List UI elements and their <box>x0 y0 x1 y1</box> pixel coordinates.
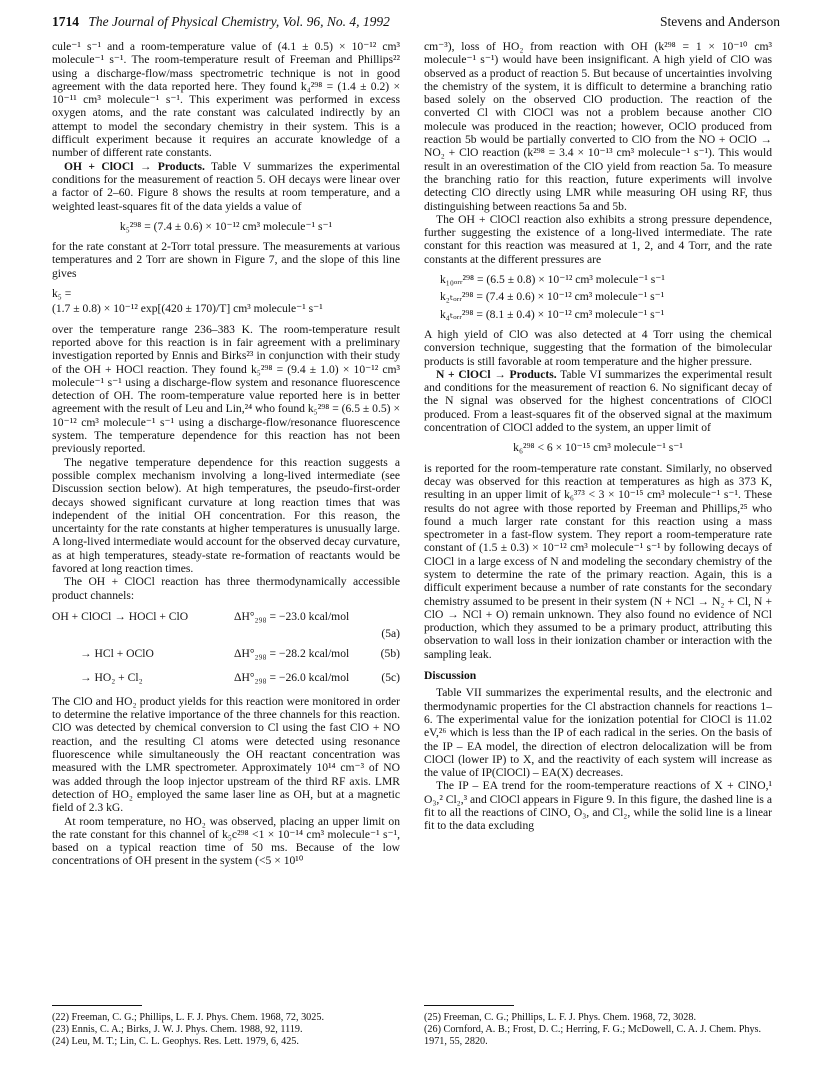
paragraph: At room temperature, no HO₂ was observed, placing an upper limit on the rate constant for this channel of k₅c²⁹⁸ <1 × 10⁻¹⁴ cm³ molecule⁻¹ s⁻¹, based on a typical reaction time of 50 ms. Because of the low concentrations of OH present in the system (<5 × 10¹⁰ <box>52 814 400 868</box>
journal-citation: The Journal of Physical Chemistry, Vol. 96, No. 4, 1992 <box>88 14 390 29</box>
equation: (1.7 ± 0.8) × 10⁻¹² exp[(420 ± 170)/T] cm³ molecule⁻¹ s⁻¹ <box>52 302 323 316</box>
paragraph: cule⁻¹ s⁻¹ and a room-temperature value of (4.1 ± 0.5) × 10⁻¹² cm³ molecule⁻¹ s⁻¹. The room-temperature result of Freeman and Phillips²² using a discharge-flow/mass spectrometric technique is not in good agreement with the data reported here. They found k₄²⁹⁸ = (1.4 ± 0.2) × 10⁻¹¹ cm³ molecule⁻¹ s⁻¹. This experiment was performed in excess oxygen atoms, and the rate constant was calculated indirectly by an attempt to model the secondary chemistry in their system. This is a difficult experiment because it requires an accurate knowledge of a number of different rate constants. <box>52 40 400 160</box>
page-number: 1714 <box>52 14 79 29</box>
footnote: (26) Cornford, A. B.; Frost, D. C.; Herring, F. G.; McDowell, C. A. J. Chem. Phys. 1971, 55, 2820. <box>424 1024 762 1047</box>
paragraph-text: Table V summarizes the experimental conditions for the measurement of reaction 5. OH decays were linear over a factor of 2–60. Figure 8 shows the results at room temperature, and a weighted least-squares fit of the data yields a value of <box>52 159 400 213</box>
reaction-equation: → HCl + OClO <box>80 646 154 660</box>
footnote: (22) Freeman, C. G.; Phillips, L. F. J. Phys. Chem. 1968, 72, 3025. <box>52 1012 324 1023</box>
reaction-number: (5a) <box>381 626 400 640</box>
paragraph: Table VII summarizes the experimental results, and the electronic and thermodynamic properties for the Cl abstraction channels for reactions 1–6. The experimental value for the ionization potential for ClOCl is 11.02 eV,²⁶ which is less than the IP of each radical in the series. On the basis of the IP – EA model, the direction of electron delocalization will be from ClOCl (lower IP) to X, and the reactivity of each system will increase as the value of IP(ClOCl) – EA(X) decreases. <box>424 686 772 780</box>
equation: k₅ = <box>52 287 72 301</box>
right-column <box>424 40 772 833</box>
equation: k₅²⁹⁸ = (7.4 ± 0.6) × 10⁻¹² cm³ molecule⁻¹ s⁻¹ <box>119 219 333 233</box>
equation: k₁₀ₒᵣᵣ²⁹⁸ = (6.5 ± 0.8) × 10⁻¹² cm³ molecule⁻¹ s⁻¹ <box>440 273 665 287</box>
running-authors: Stevens and Anderson <box>660 14 780 29</box>
header-left <box>52 14 390 30</box>
paragraph: cm⁻³), loss of HO₂ from reaction with OH (k²⁹⁸ = 1 × 10⁻¹⁰ cm³ molecule⁻¹ s⁻¹) would have been insignificant. A high yield of ClO was observed as a product of reaction 5. But because of uncertainties involving the chemistry of the system, it is difficult to determine a branching ratio based solely on the observed ClO production. The reaction of the converted Cl with ClOCl was not a problem because another ClO molecule was produced in the reaction; however, OClO produced from reaction 5b would be partially converted to ClO from the NO + OClO → NO₂ + ClO reaction (k²⁹⁸ = 3.4 × 10⁻¹³ cm³ molecule⁻¹ s⁻¹). This would result in an overestimation of the ClO yield from reaction 5a. To measure the branching ratio for this reaction, future experiments will involve detecting ClO directly using LMR while measuring OH using RF, thus distinguishing between reactions 5a and 5b. <box>424 40 772 213</box>
section-heading: Discussion <box>424 669 477 683</box>
footnotes-left <box>52 1012 400 1048</box>
reaction-equation: → HO₂ + Cl₂ <box>80 670 143 684</box>
paragraph <box>424 368 772 434</box>
paragraph: The OH + ClOCl reaction also exhibits a strong pressure dependence, further suggesting the existence of a long-lived intermediate. The rate constant for this reaction was measured at 1, 2, and 4 Torr, and the rate constants at the different pressures are <box>424 212 772 266</box>
left-column <box>52 40 400 868</box>
footnote: (23) Ennis, C. A.; Birks, J. W. J. Phys. Chem. 1988, 92, 1119. <box>52 1024 303 1035</box>
page-header <box>52 14 780 32</box>
paragraph: The negative temperature dependence for this reaction suggests a possible complex mechanism involving a long-lived intermediate (see Discussion section below). At high temperatures, the pseudo-first-order decays showed significant curvature at long reaction times that was independent of the initial OH concentration. For this reason, the uncertainty for the rate constants at higher temperatures is unusually large. A long-lived intermediate would account for the observed decay curvature, as at high temperatures, steady-state re-formation of reactants would be favored at long reaction times. <box>52 455 400 575</box>
footnote: (24) Leu, M. T.; Lin, C. L. Geophys. Res. Lett. 1979, 6, 425. <box>52 1036 299 1047</box>
paragraph: A high yield of ClO was also detected at 4 Torr using the chemical conversion technique, suggesting that the formation of the bimolecular products is still favorable at room temperature and the higher pressure. <box>424 327 772 368</box>
reaction-channel <box>52 610 400 624</box>
reaction-number: (5c) <box>381 670 400 684</box>
equation: k₂ₜₒᵣᵣ²⁹⁸ = (7.4 ± 0.6) × 10⁻¹² cm³ molecule⁻¹ s⁻¹ <box>440 290 665 304</box>
paragraph: is reported for the room-temperature rate constant. Similarly, no observed decay was observed for this reaction at temperatures as high as 373 K, resulting in an upper limit of k₆³⁷³ < 3 × 10⁻¹⁵ cm³ molecule⁻¹ s⁻¹. These results do not agree with those reported by Freeman and Phillips,²⁵ who found a much larger rate constant for this reaction using a mass spectrometer in a fast-flow system. They report a room-temperature rate constant of (1.5 ± 0.3) × 10⁻¹² cm³ molecule⁻¹ s⁻¹ by following decays of ClOCl in a large excess of N and modeling the secondary chemistry of the system to determine the rate of the primary reaction. Again, this is a difficult experiment because a number of rate constants for the secondary chemistry assumed to be present in their system (N + NCl → N₂ + Cl, N + ClO → NCl + O) remain unknown. They also found no evidence of NCl production, which they assumed to be a primary product, attributing this observation to wall loss in their ionization chamber or interaction with the sampling leak. <box>424 461 772 661</box>
paragraph: The OH + ClOCl reaction has three thermodynamically accessible product channels: <box>52 575 400 602</box>
equation: k₆²⁹⁸ < 6 × 10⁻¹⁵ cm³ molecule⁻¹ s⁻¹ <box>513 441 683 455</box>
section-subheading: N + ClOCl → Products. <box>436 367 557 381</box>
equation: k₄ₜₒᵣᵣ²⁹⁸ = (8.1 ± 0.4) × 10⁻¹² cm³ molecule⁻¹ s⁻¹ <box>440 307 665 321</box>
footnote: (25) Freeman, C. G.; Phillips, L. F. J. Phys. Chem. 1968, 72, 3028. <box>424 1012 696 1023</box>
footnote-rule <box>424 1005 514 1006</box>
reaction-number: (5b) <box>380 646 400 660</box>
reaction-equation: OH + ClOCl → HOCl + ClO <box>52 609 189 623</box>
section-subheading: OH + ClOCl → Products. <box>64 159 205 173</box>
paragraph: The IP – EA trend for the room-temperature reactions of X + ClNO,¹ O₃,² Cl₂,³ and ClOCl appears in Figure 9. In this figure, the dashed line is a fit to all the reactions of ClNO, O₃, and Cl₂, while the solid line is a linear fit to the data excluding <box>424 779 772 833</box>
reaction-enthalpy: ΔH°₂₉₈ = −23.0 kcal/mol <box>234 609 350 623</box>
paragraph: The ClO and HO₂ product yields for this reaction were monitored in order to determine the relative importance of the three channels for this reaction. ClO was detected by chemical conversion to Cl using the fast ClO + NO reaction, and the resulting Cl atoms were detected using resonance fluorescence while simultaneously the OH reactant concentration was measured with the LMR spectrometer. Approximately 10¹⁴ cm⁻³ of NO was added through the loop injector upstream of the third RF axis. LMR detection of HO₂ employed the same laser line as OH, but at a magnetic field of 2.3 kG. <box>52 694 400 815</box>
reaction-channel <box>52 647 400 661</box>
paragraph: for the rate constant at 2-Torr total pressure. The measurements at various temperatures and 2 Torr are shown in Figure 7, and the slope of this line gives <box>52 240 400 280</box>
footnote-rule <box>52 1005 142 1006</box>
reaction-enthalpy: ΔH°₂₉₈ = −28.2 kcal/mol <box>234 646 350 660</box>
reaction-channel <box>52 671 400 685</box>
paragraph-text: Table VI summarizes the experimental result and conditions for the measurement of reaction 6. No significant decay of the N signal was observed for the highest concentrations of ClOCl produced. From a least-squares fit of the observed signal at the maximum concentration of ClOCl added to the system, an upper limit of <box>424 367 772 435</box>
paragraph <box>52 160 400 213</box>
reaction-enthalpy: ΔH°₂₉₈ = −26.0 kcal/mol <box>234 670 350 684</box>
footnotes-right <box>424 1012 772 1048</box>
paragraph: over the temperature range 236–383 K. The room-temperature result reported above for this reaction is in fair agreement with a preliminary investigation reported by Ennis and Birks²³ in conjunction with their study of the OH + HOCl reaction. They found k₅²⁹⁸ = (9.4 ± 1.0) × 10⁻¹² cm³ molecule⁻¹ s⁻¹ using a discharge-flow system and resonance fluorescence detection of OH. The room-temperature value reported here is in better agreement with the result of Leu and Lin,²⁴ who found k₅²⁹⁸ = (6.5 ± 0.5) × 10⁻¹² cm³ molecule⁻¹ s⁻¹ using a discharge-flow/resonance fluorescence system. The temperature dependence for this reaction has not been previously reported. <box>52 322 400 456</box>
